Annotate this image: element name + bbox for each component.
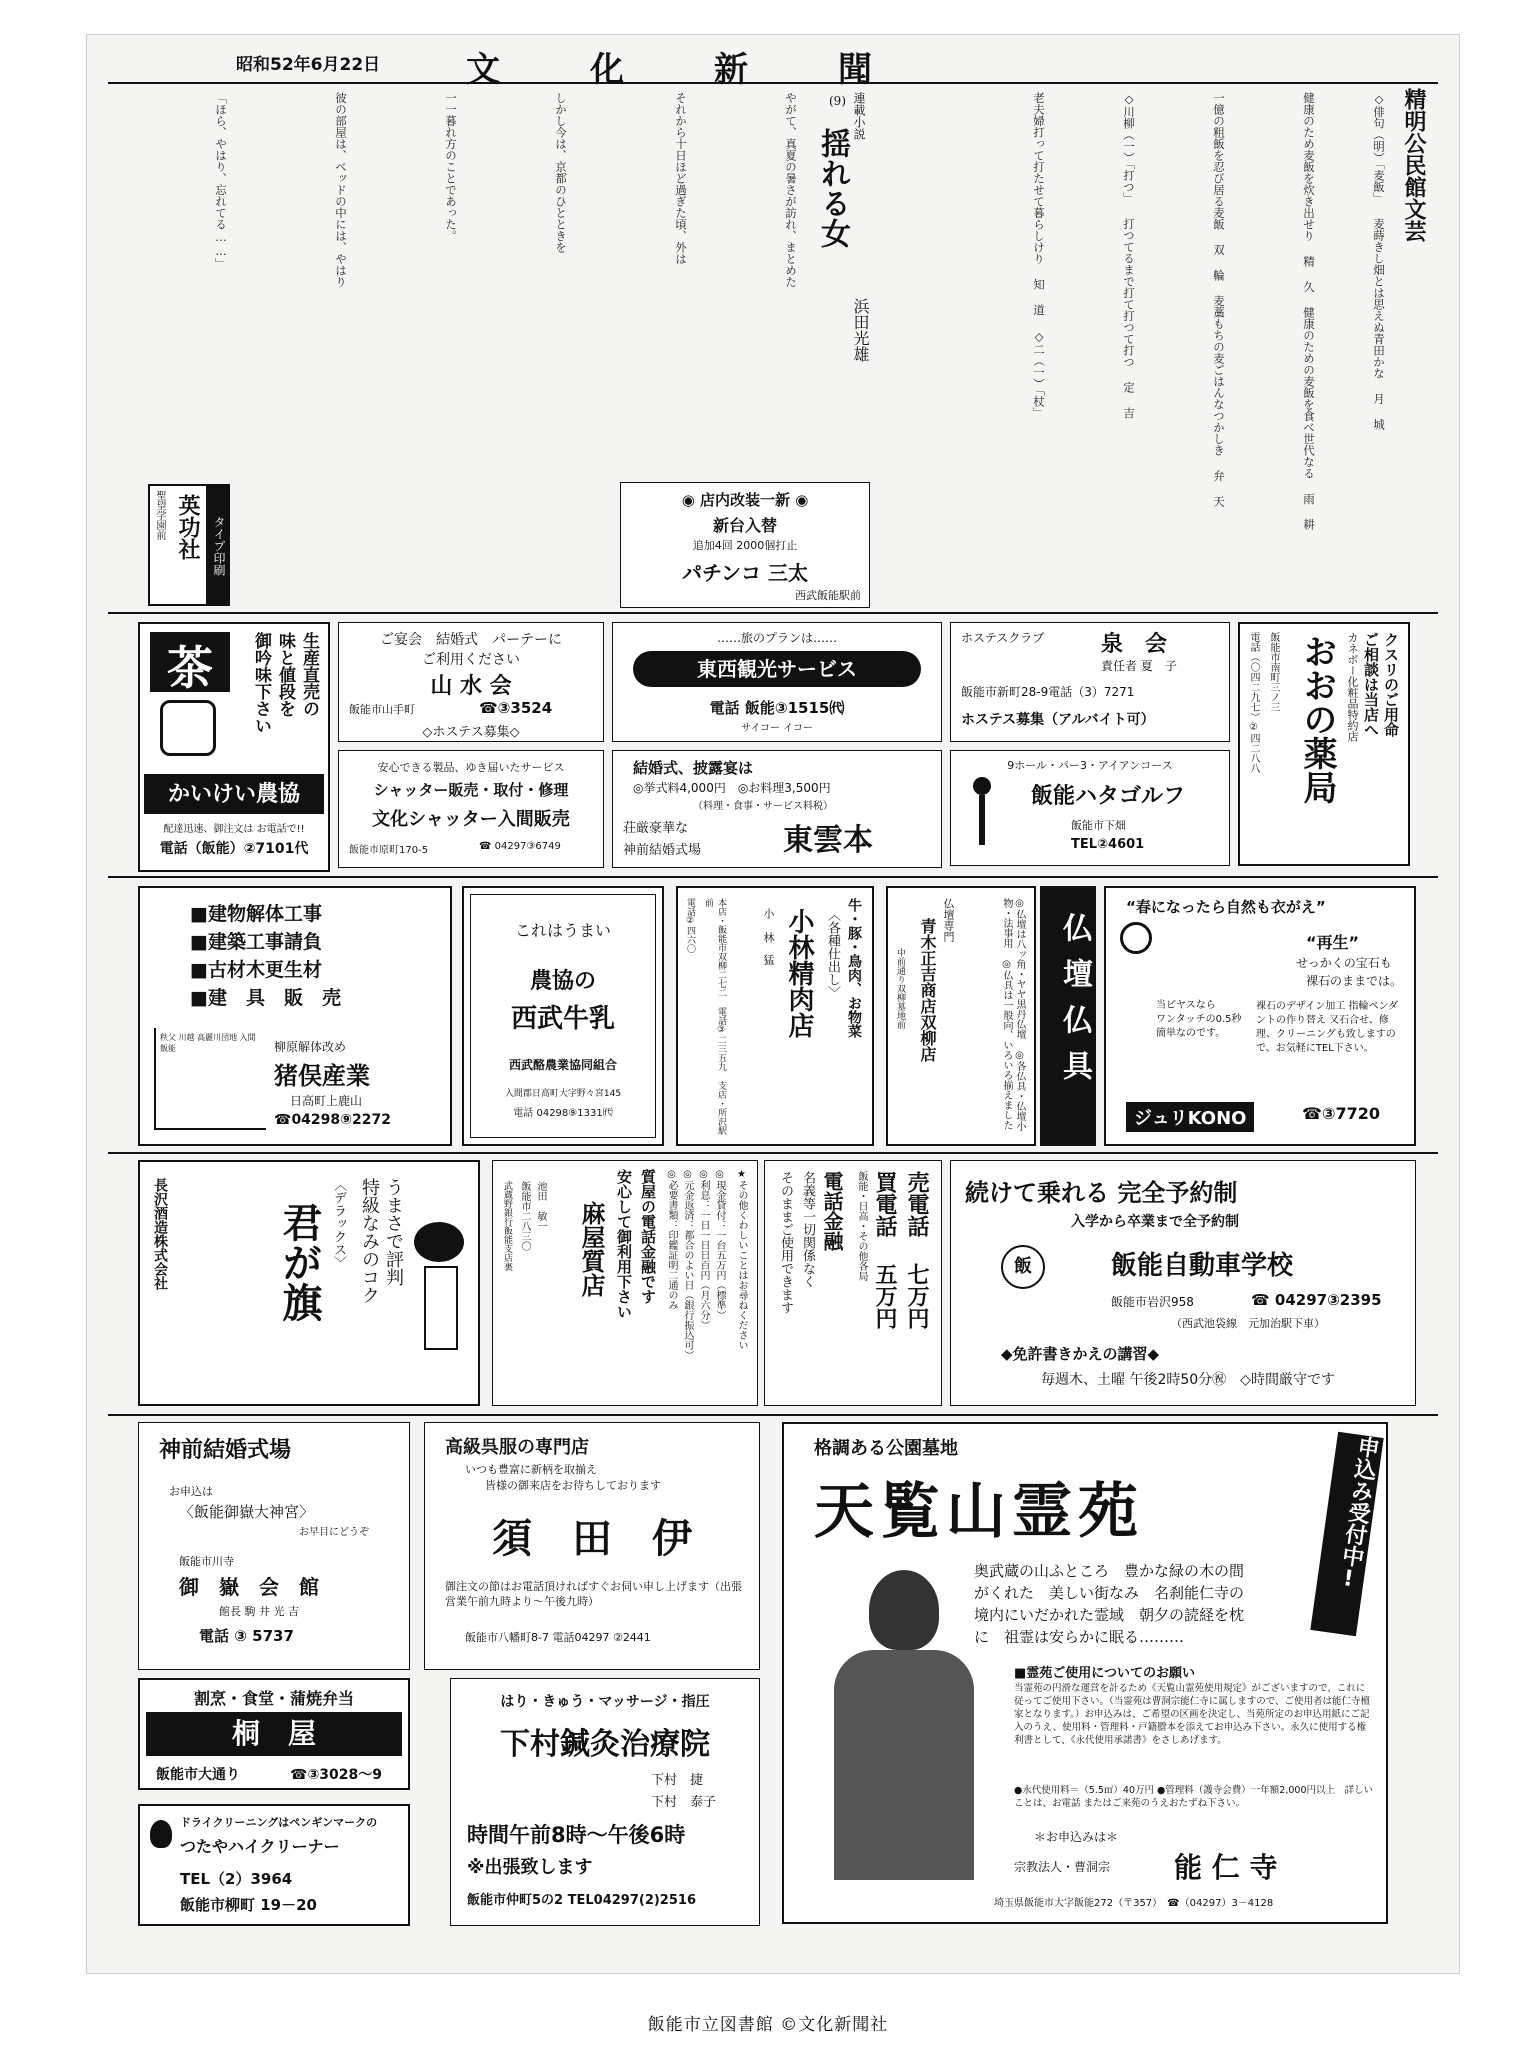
penguin-icon [150,1820,172,1848]
inomata-map [154,1028,266,1130]
inomata-tel: ☎04298⑨2272 [274,1112,391,1128]
asaya-owner: 池田 敏一 [535,1181,546,1231]
ad-tozai [612,622,942,742]
ad-asaya [492,1160,758,1406]
tenrankan-l3: 境内にいだかれた霊域 朝夕の読経を枕 [974,1606,1245,1624]
tenrankan-l4: に 祖霊は安らかに眠る……… [974,1628,1185,1646]
kiriya-name: 桐 屋 [146,1712,402,1756]
driving-schedule: 毎週木、土曜 午後2時50分㊗ ◇時間厳守です [1041,1372,1335,1388]
novel-label: 連載小説 [852,92,866,140]
ad-suda [424,1422,760,1670]
kono-left2: ワンタッチの0.5秒 [1156,1014,1242,1025]
novel-col: しかし今は、京都のひとときを [554,92,568,253]
tea-name: かいけい農協 [144,774,324,814]
novel-col: やがて、真夏の暑さが訪れ、まとめた [784,92,798,288]
asaya-addr: 飯能市二八三〇 [519,1181,530,1251]
inomata-item: ■古材木更生材 [190,959,322,981]
ohno-line1: クスリのご用命 [1382,632,1400,737]
ad-eikosha [148,484,230,606]
izumi-recruit: ホステス募集（アルバイト可） [961,712,1155,728]
butsudan-text: 仏壇仏具 [1057,912,1092,1096]
pachinko-name: パチンコ 三太 [682,561,808,585]
ad-golf [950,750,1230,866]
novel-col: それから十日ほど過ぎた頃、外は [674,92,688,265]
tozai-tel: 電話 飯能③1515㈹ [709,699,845,717]
kiriya-addr: 飯能市大通り [156,1767,240,1783]
kobayashi-owner: 小 林 猛 [762,908,775,965]
sansuikai-recruit: ◇ホステス募集◇ [422,725,520,740]
ad-izumi [950,622,1230,742]
shutter-name: 文化シャッター入間販売 [372,809,570,830]
flower-icon [1120,922,1152,954]
tenrankan-fee: ●永代使用料＝（5.5㎡）40万円 ●管理料（護寺会費）一年額2,000円以上 詳しいことは、お電話 またはご来苑のうえおたずね下さい。 [1014,1785,1373,1809]
ad-butsudan [1040,886,1096,1146]
driving-station: （西武池袋線 元加治駅下車） [1171,1317,1325,1330]
ohno-name: おおの薬局 [1297,634,1337,804]
novel-title: 揺れる女 [815,128,850,248]
cleaner-tel: TEL（2）3964 [180,1870,293,1888]
kono-left3: 簡単なのです。 [1156,1028,1226,1039]
kono-name: ジュリKONO [1126,1102,1254,1132]
section-rule [108,612,1438,614]
inomata-addr: 日高町上鹿山 [290,1094,363,1108]
shutter-line1: シャッター販売・取付・修理 [373,781,569,799]
sansuikai-name: 山 水 会 [430,673,512,699]
eikosha-label: タイプ印刷 [206,486,228,606]
driving-addr: 飯能市岩沢958 [1111,1295,1194,1309]
asaya-l6: 質屋の電話金融です [639,1169,657,1304]
shimomura-hours: 時間午前8時〜午後6時 [467,1823,686,1847]
suda-l3: 御注文の節はお電話頂ければすぐお伺い申し上げます（出張営業午前九時より〜午後九時） [445,1580,742,1608]
sansuikai-line1: ご宴会 結婚式 パーテーに [380,632,562,648]
ad-kimigayo [138,1160,480,1406]
novel-col: 彼の部屋は、ベッドの中には、やはり [334,92,348,288]
kiriya-label: 割烹・食堂・蒲焼弁当 [193,1689,354,1708]
denwa-l3: 飯能・日高・その他各局 [856,1171,867,1281]
inomata-item: ■建 具 販 売 [190,987,341,1009]
section-rule [108,1152,1438,1154]
kiriya-tel: ☎③3028～9 [290,1767,382,1783]
tenrankan-addr: 埼玉県飯能市大字飯能272（〒357） ☎（04297）3－4128 [994,1898,1274,1909]
pachinko-headline: ◉ 店内改装一新 ◉ [681,491,809,509]
shutter-tel: ☎ 04297③6749 [479,841,561,852]
kobayashi-addr: 本店・飯能市双柳二七二 電話③二三五九 支店・所沢駅前 [703,898,726,1135]
girl-illustration-icon [414,1222,468,1352]
asaya-l3: ◎利息：一日一日日百円（月六分） [698,1169,709,1330]
asaya-l1: ★その他くわしいことはお尋ねください [736,1169,747,1350]
touunkaku-line5: 神前結婚式場 [623,843,702,858]
denwa-l5: 名義等一切関係なく [800,1171,815,1288]
ad-pachinko [620,482,870,608]
masthead-rule [108,82,1438,84]
denwa-l6: そのままご使用できます [778,1171,793,1314]
kobayashi-name: 小林精肉店 [784,908,814,1038]
literary-section [876,88,1436,588]
tea-text1: 生産直売の [299,632,319,717]
tenrankan-notice-title: ■霊苑ご使用についてのお願い [1014,1666,1196,1681]
kobayashi-line2: 〈各種仕出し〉 [825,908,840,999]
golfer-icon [963,777,1003,857]
touunkaku-line2: ◎挙式料4,000円 ◎お料理3,500円 [633,781,831,795]
tea-note: 配達迅速、御注文は お電話で!! [163,824,305,835]
driving-name: 飯能自動車学校 [1111,1251,1294,1281]
literary-title: 精明公民館文芸 [1401,88,1427,242]
ad-kono [1104,886,1416,1146]
milk-org: 西武酪農業協同組合 [508,1058,617,1072]
kimigayo-label: 〈デラックス〉 [331,1178,346,1269]
denwa-l4: 電話金融 [820,1171,844,1251]
tenrankan-temple: 能 仁 寺 [1174,1851,1278,1884]
kimigayo-company: 長沢酒造株式会社 [152,1178,168,1290]
shimomura-label: はり・きゅう・マッサージ・指圧 [500,1694,710,1710]
asaya-name: 麻屋質店 [577,1201,606,1297]
ad-denwa [764,1160,942,1406]
tozai-reading: サイコー イコー [741,723,813,734]
aoki-label: 仏壇専門 [942,898,955,942]
golf-name: 飯能ハタゴルフ [1031,783,1186,809]
tenrankan-badge: 申込み受付中! [1310,1432,1383,1636]
newspaper-title: 文化新聞 [466,50,962,90]
touunkaku-line3: （料理・食事・サービス料税） [693,801,833,812]
ad-aoki [886,886,1036,1146]
ad-ohno [1238,622,1410,866]
cleaner-addr: 飯能市柳町 19－20 [180,1896,317,1914]
sansuikai-addr: 飯能市山手町 [349,703,415,716]
mitake-l1: お申込は [169,1485,213,1498]
ad-milk [462,886,664,1146]
driving-headline: 続けて乗れる 完全予約制 [965,1178,1238,1207]
shimomura-staff2: 下村 泰子 [651,1795,717,1810]
shimomura-addr: 飯能市仲町5の2 TEL04297(2)2516 [467,1893,696,1908]
kono-desc: 裸石のデザイン加工 指輪ペンダントの作り替え 又石合せ、修理、クリーニングも致しますので、お気軽にTEL下さい。 [1256,1001,1399,1054]
mitake-tel: 電話 ③ 5737 [199,1627,294,1645]
literary-col: 一億の粗飯を忍び居る麦飯 双 輪 麦藁もちの麦ごはんなつかしき 弁 天 [1212,92,1226,507]
teapot-icon [160,700,216,756]
sansuikai-tel: ☎③3524 [479,699,553,717]
masthead [236,46,1096,90]
aoki-desc: ◎仏壇は八ッ角・ヤヤ黒丹仏壇 ◎各仏具・仏壇小物・法事用 ◎仏具は一般向、いろいろ揃えました [1001,898,1025,1131]
shutter-tag: 安心できる製品、ゆき届いたサービス [377,761,565,774]
novel-section [110,88,868,478]
cleaner-name: つたやハイクリーナー [180,1837,340,1856]
pachinko-detail: 追加4回 2000個打止 [692,539,798,552]
mitake-owner: 館長 駒 井 光 吉 [219,1605,299,1618]
kono-saisei: “再生” [1306,933,1360,952]
suda-l1: いつも豊富に新柄を取揃え [465,1463,597,1476]
shimomura-out: ※出張致します [467,1857,593,1878]
kono-sub1: せっかくの宝石も [1296,956,1392,970]
literary-col: 健康のため麦飯を炊き出せり 精 久 健康のための麦飯を食べ世代なる 雨 耕 [1302,92,1316,530]
mitake-title: 神前結婚式場 [159,1437,292,1463]
suda-headline: 高級呉服の専門店 [445,1437,589,1458]
ad-tenrankan [782,1422,1388,1924]
kono-headline: “春になったら自然も衣がえ” [1126,898,1326,916]
milk-name: 西武牛乳 [510,1004,615,1034]
inomata-name: 猪俣産業 [274,1061,370,1090]
suda-addr: 飯能市八幡町8-7 電話04297 ②2441 [465,1631,651,1644]
novel-col: 一一暮れ方のことであった。 [444,92,458,242]
eikosha-addr: 聖望学園前 [154,490,165,540]
ad-driving-school [950,1160,1416,1406]
tenrankan-tag: 格調ある公園墓地 [814,1438,958,1459]
literary-col: ◇川柳（一）「打つ」 打つてるまで打て打つて打つ 定 吉 [1122,92,1136,419]
tozai-name: 東西観光サービス [633,651,921,687]
eikosha-name: 英功社 [175,494,201,560]
tea-text3: 御吟味下さい [251,632,271,734]
sansuikai-line2: ご利用ください [422,652,520,668]
milk-line1: これはうまい [514,921,611,940]
golf-addr: 飯能市下畑 [1071,819,1126,832]
suda-name: 須 田 伊 [492,1515,692,1562]
kimigayo-line1: うまさで評判 [383,1178,404,1286]
tenrankan-notice: 当霊苑の円滑な運営を計るため《天覧山霊苑使用規定》がございますので、これに従ってご使用下さい。（当霊苑は曹洞宗能仁寺に属しますので、ご使用者は能仁寺檀家となります。）お申込みは、ご希望の区画を決定し、当苑所定のお申込用紙にご記入のうえ、使用料・管理料・戸籍謄本を添えてお申込み下さい。永久に使用する権利書として、《永代使用承諾書》をさしあげます。 [1014,1683,1371,1746]
ad-kobayashi [676,886,874,1146]
kimigayo-line2: 特級なみのコク [359,1178,380,1304]
milk-line2: 農協の [529,968,596,994]
literary-col: 老夫婦打って打たせて暮らしけり 知 道 ◇二（一）「杖」 [1032,92,1046,419]
ad-cleaner [138,1804,410,1926]
aoki-name: 青木正吉商店双柳店 [918,918,937,1062]
ad-inomata [138,886,452,1146]
kono-sub2: 裸石のままでは。 [1306,974,1403,988]
inomata-item: ■建築工事請負 [190,931,322,953]
golf-tel: TEL②4601 [1071,837,1145,852]
golf-tag: 9ホール・パー3・アイアンコース [1007,759,1173,772]
asaya-l7: 安心して御利用下さい [615,1169,633,1319]
kimigayo-name: 君が旗 [276,1202,323,1322]
shutter-addr: 飯能市原町170-5 [349,845,429,856]
tenrankan-temple-label: 宗教法人・曹洞宗 [1014,1860,1111,1874]
kobayashi-line1: 牛・豚・鳥肉、お物菜 [846,898,862,1038]
pachinko-loc: 西武飯能駅前 [795,589,861,602]
milk-tel: 電話 04298⑨1331㈹ [513,1108,613,1119]
touunkaku-line1: 結婚式、披露宴は [633,759,754,777]
shimomura-name: 下村鍼灸治療院 [500,1727,710,1762]
ohno-tel: 電話（〇四二九七）②四二八八 [1248,632,1259,773]
ad-kiriya [138,1678,410,1790]
inomata-note: 柳原解体改め [274,1040,347,1054]
tozai-tag: ……旅のプランは…… [716,631,837,645]
novel-author: 浜田光雄 [851,298,870,362]
literary-col: ◇俳句（明）「麦飯」 麦蒔きし畑とは思えぬ青田かな 月 城 [1372,92,1386,430]
driving-tel: ☎ 04297③2395 [1251,1291,1382,1309]
ad-touunkaku [612,750,942,868]
tenrankan-l1: 奥武蔵の山ふところ 豊かな緑の木の間 [974,1562,1245,1580]
tea-tel: 電話（飯能）②7101代 [159,841,309,857]
tea-text2: 味と値段を [275,632,295,717]
novel-number: (9) [829,94,846,108]
cleaner-tag: ドライクリーニングはペンギンマークの [180,1816,378,1829]
ad-nokyo-tea [138,622,330,872]
denwa-l2: 買電話 五万円 [872,1171,898,1329]
izumi-name: 泉 会 [1101,631,1168,657]
tenrankan-name: 天覧山霊苑 [814,1477,1144,1547]
kannon-statue-icon [814,1560,994,1880]
inomata-map-labels: 秩父 川越 高麗川団地 入間 飯能 [160,1033,256,1053]
asaya-bank: 武蔵野銀行飯能支店裏 [502,1181,512,1271]
archive-footer: 飯能市立図書館 ©文化新聞社 [647,2015,889,2035]
aoki-addr: 中前通り双柳墓地前 [895,948,905,1029]
milk-addr: 入間郡日高町大字野々宮145 [504,1089,622,1099]
mitake-l3: お早目にどうぞ [299,1527,369,1538]
asaya-l5: ◎必要書類：印鑑証明二通のみ [666,1169,677,1310]
issue-date: 昭和52年6月22日 [236,55,381,75]
tea-logo: 茶 [150,632,230,692]
izumi-label: ホステスクラブ [961,631,1045,645]
izumi-addr: 飯能市新町28-9電話（3）7271 [961,685,1135,699]
ad-mitake [138,1422,410,1670]
ad-shimomura [450,1678,760,1926]
section-rule [108,876,1438,878]
driving-sub: 入学から卒業まで全予約制 [1071,1214,1239,1230]
ohno-addr: 飯能市南町三ノ三 [1268,632,1279,712]
novel-col: 「ほら、やはり、忘れてる……」 [214,92,228,270]
driving-logo: 飯 [1001,1245,1045,1289]
ad-sansuikai [338,622,604,742]
ohno-line3: カネボー化粧品特約店 [1346,632,1359,742]
pachinko-sub: 新台入替 [712,516,777,535]
touunkaku-line4: 荘厳豪華な [623,821,689,836]
asaya-l2: ◎現金貸付：一台五万円（標準） [714,1169,725,1320]
kono-left1: 当ピヤスなら [1156,1000,1216,1011]
mitake-addr: 飯能市川寺 [179,1555,234,1568]
touunkaku-name: 東雲本 [783,823,873,858]
shimomura-staff1: 下村 捷 [651,1773,704,1788]
kobayashi-tel: 電話②四六〇 [685,898,695,953]
denwa-l1: 売電話 七万円 [904,1171,930,1329]
section-rule [108,1414,1438,1416]
asaya-l4: ◎元金返済：都合のよい日（銀行振込可） [682,1169,693,1360]
ad-shutter [338,750,604,868]
suda-l2: 皆様の御来店をお待ちしております [485,1479,661,1492]
inomata-item: ■建物解体工事 [190,903,322,925]
tenrankan-apply: ＊お申込みは＊ [1034,1830,1119,1844]
mitake-l2: 〈飯能御嶽大神宮〉 [179,1503,315,1521]
izumi-manager: 責任者 夏 子 [1101,659,1177,673]
mitake-name: 御 嶽 会 館 [179,1575,319,1599]
driving-lecture: ◆免許書きかえの講習◆ [1001,1345,1160,1363]
ohno-line2: ご相談は当店へ [1362,632,1380,737]
kono-tel: ☎③7720 [1302,1104,1381,1123]
tenrankan-l2: がくれた 美しい街なみ 名刹能仁寺の [974,1584,1245,1602]
